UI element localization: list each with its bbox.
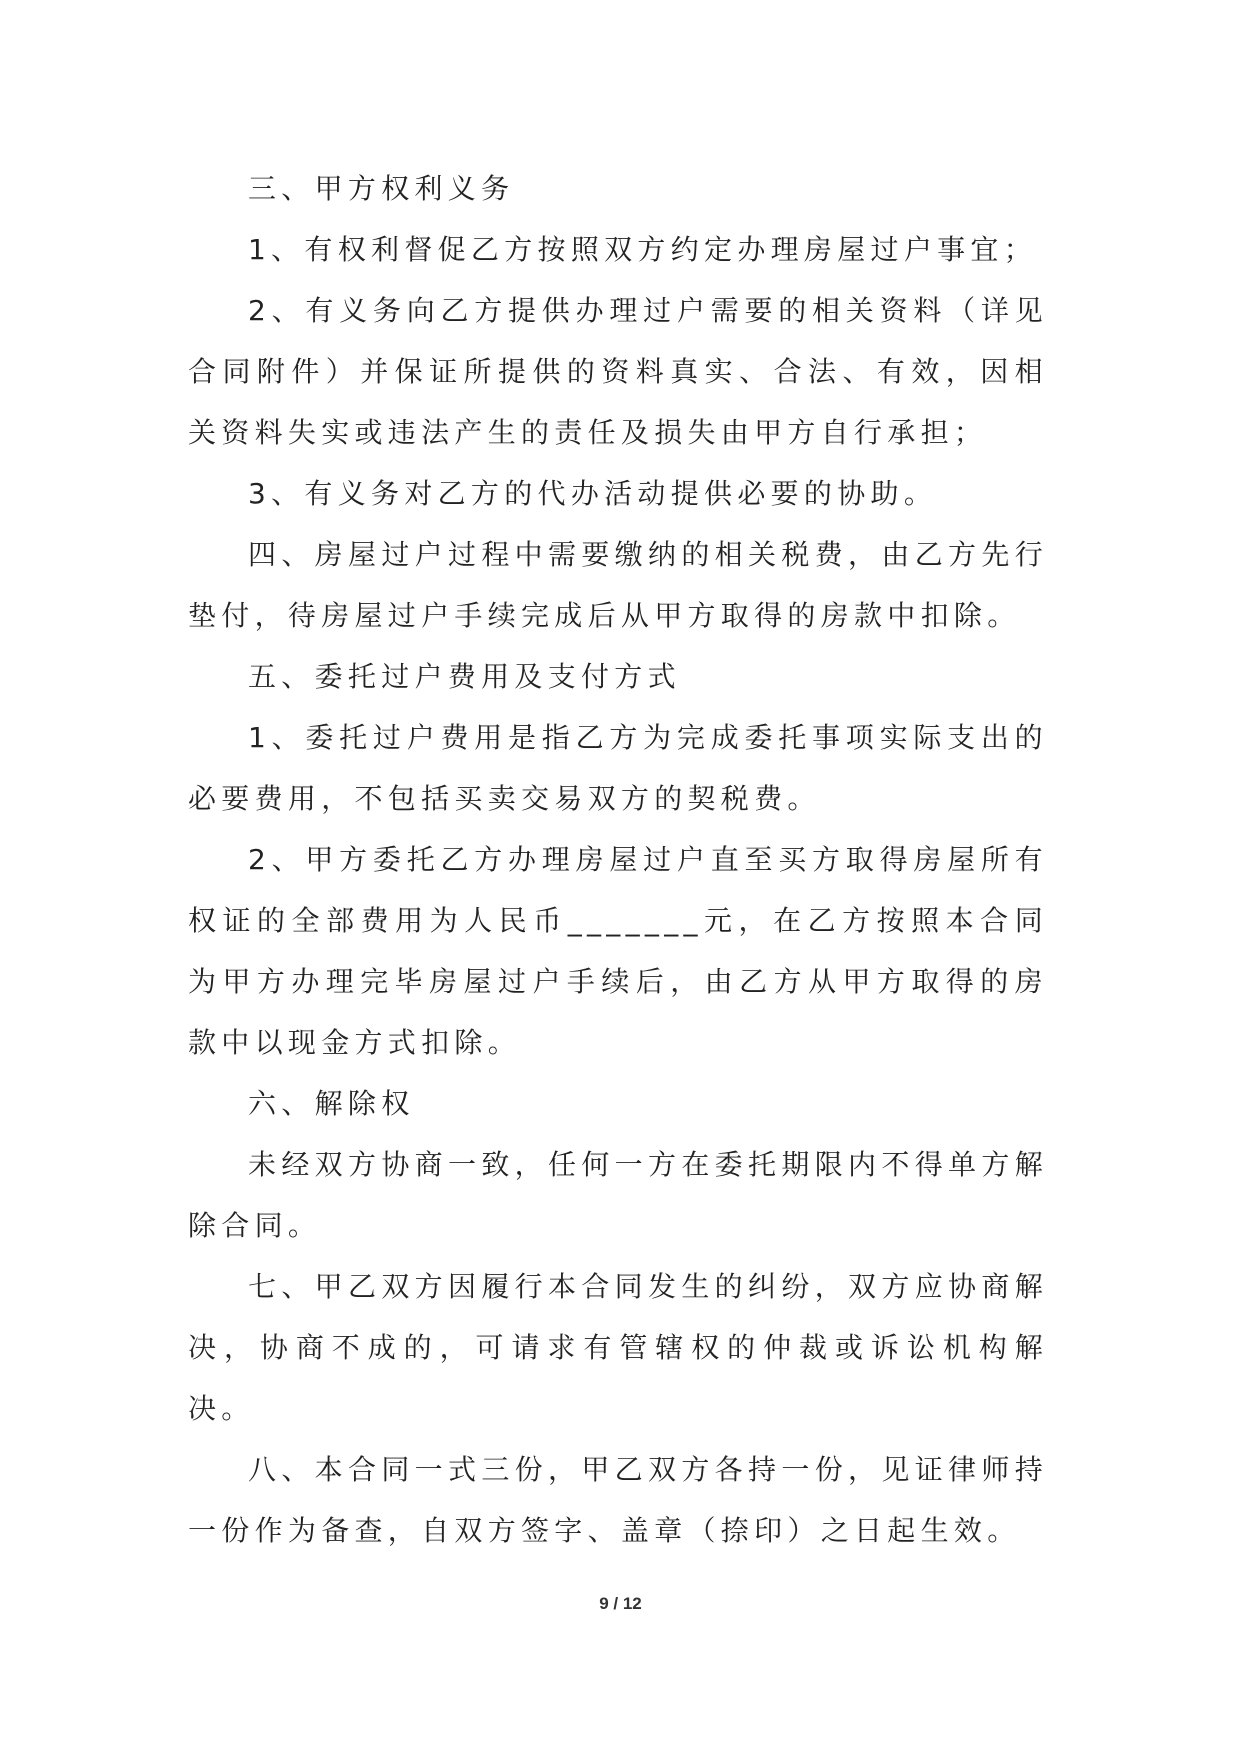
section-heading-fees: 五、委托过户费用及支付方式: [248, 660, 681, 693]
section-heading-termination: 六、解除权: [248, 1087, 415, 1120]
clause-paragraph: 1、有权利督促乙方按照双方约定办理房屋过户事宜；: [248, 233, 1038, 266]
clause-paragraph: 2、有义务向乙方提供办理过户需要的相关资料（详见合同附件）并保证所提供的资料真实、合法、有效，因相关资料失实或违法产生的责任及损失由甲方自行承担；: [188, 294, 1048, 449]
clause-paragraph: 未经双方协商一致，任何一方在委托期限内不得单方解除合同。: [188, 1148, 1048, 1242]
clause-paragraph: 八、本合同一式三份，甲乙双方各持一份，见证律师持一份作为备查，自双方签字、盖章（捺印）之日起生效。: [188, 1453, 1048, 1547]
section-heading-party-a-rights: 三、甲方权利义务: [248, 172, 515, 205]
clause-paragraph: 3、有义务对乙方的代办活动提供必要的协助。: [248, 477, 938, 510]
document-body: [188, 158, 1048, 1561]
clause-paragraph: 四、房屋过户过程中需要缴纳的相关税费，由乙方先行垫付，待房屋过户手续完成后从甲方取得的房款中扣除。: [188, 538, 1048, 632]
page-number: 9 / 12: [599, 1594, 642, 1613]
clause-paragraph: 1、委托过户费用是指乙方为完成委托事项实际支出的必要费用，不包括买卖交易双方的契税费。: [188, 721, 1048, 815]
clause-paragraph: 七、甲乙双方因履行本合同发生的纠纷，双方应协商解决，协商不成的，可请求有管辖权的仲裁或诉讼机构解决。: [188, 1270, 1048, 1425]
clause-paragraph: 2、甲方委托乙方办理房屋过户直至买方取得房屋所有权证的全部费用为人民币_______元，在乙方按照本合同为甲方办理完毕房屋过户手续后，由乙方从甲方取得的房款中以现金方式扣除。: [188, 843, 1048, 1059]
